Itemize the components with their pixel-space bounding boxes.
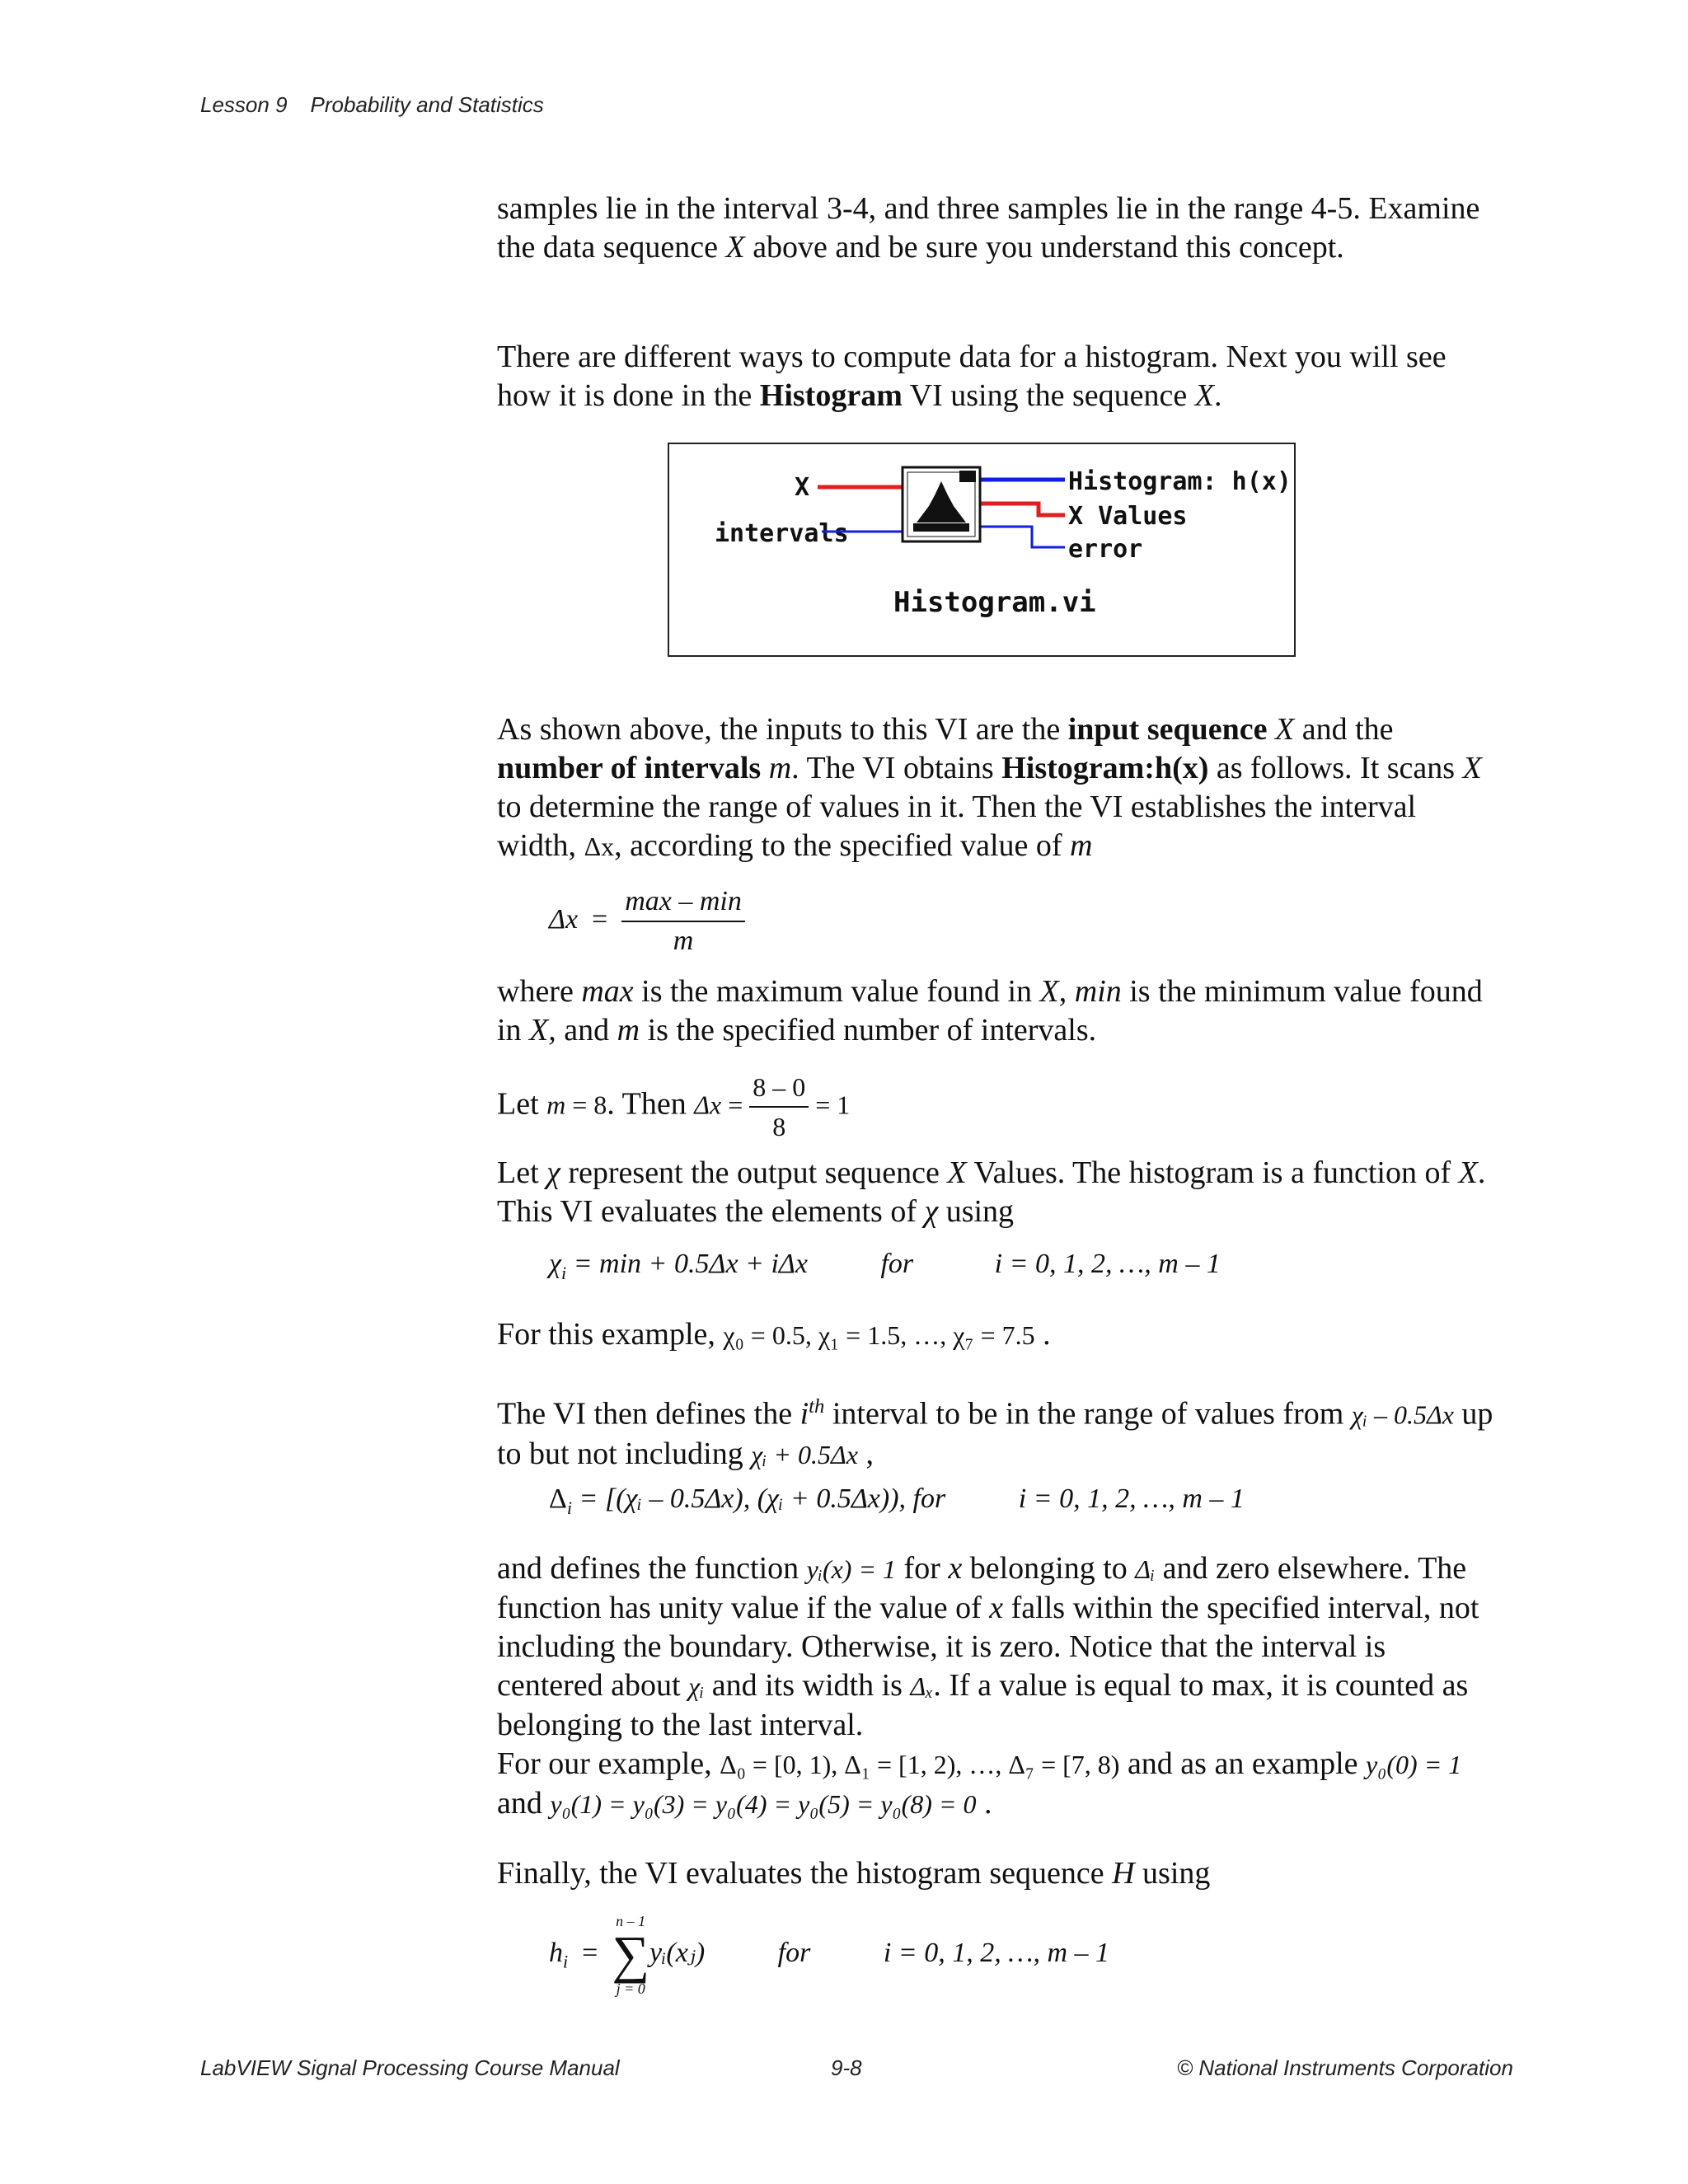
equation-histogram-sum: $h_i$ = n – 1 ∑ j = 0 yᵢ(xⱼ) for i = 0, 1, 2, …, m – 1 bbox=[549, 1914, 1110, 1997]
paragraph-max-min: where max is the maximum value found in X, min is the minimum value found in X, and m is the specified number of intervals. bbox=[497, 974, 1483, 1047]
footer-page-number: 9-8 bbox=[831, 2055, 862, 2080]
paragraph-finally: Finally, the VI evaluates the histogram sequence H using bbox=[497, 1856, 1211, 1891]
paragraph-ith-interval: The VI then defines the $i^{th}$ interval to be in the range of values from χᵢ – 0.5Δx up to but not including χᵢ + 0.5Δx , bbox=[497, 1395, 1493, 1471]
histogram-vi-icon bbox=[903, 467, 980, 541]
output-histogram-label: Histogram: h(x) bbox=[1068, 467, 1292, 496]
vi-name-label: Histogram.vi bbox=[893, 586, 1096, 619]
paragraph-histogram-intro: There are different ways to compute data for a histogram. Next you will see how it is done in the Histogram VI using the sequence X. bbox=[497, 340, 1447, 413]
footer-copyright: © National Instruments Corporation bbox=[1177, 2055, 1513, 2080]
histogram-vi-connector-pane bbox=[669, 444, 1294, 655]
running-header bbox=[200, 92, 544, 118]
paragraph-samples: samples lie in the interval 3-4, and three samples lie in the range 4-5. Examine the data sequence X above and be sure you understand this concept. bbox=[497, 191, 1480, 265]
footer-manual-title: LabVIEW Signal Processing Course Manual bbox=[200, 2055, 620, 2080]
input-x-label: X bbox=[795, 473, 810, 502]
summation-operator: n – 1 ∑ j = 0 bbox=[612, 1914, 649, 1997]
paragraph-let-m: Let m = 8. Then Δx = $\frac{8 - 0}{8}$ = 1 bbox=[497, 1072, 851, 1141]
equation-interval-width: Δx = $\frac{\max - \min}{m}$ bbox=[549, 886, 745, 957]
paragraph-let-chi: Let χ represent the output sequence X Values. The histogram is a function of X. This VI evaluates the elements of χ using bbox=[497, 1155, 1486, 1229]
wire-xvalues-output bbox=[980, 504, 1065, 515]
sigma-icon: ∑ bbox=[612, 1925, 649, 1984]
output-xvalues-label: X Values bbox=[1068, 502, 1188, 531]
histogram-vi-diagram bbox=[668, 443, 1296, 657]
lesson-number: Lesson 9 bbox=[200, 92, 288, 117]
output-error-label: error bbox=[1068, 535, 1143, 564]
equation-chi-i: $\chi_i = \min + 0.5\Delta x + i\Delta x$ for i = 0, 1, 2, …, m – 1 bbox=[549, 1249, 1221, 1283]
paragraph-function-y: and defines the function yᵢ(x) = 1 for x belonging to Δᵢ and zero elsewhere. The function has unity value if the value of x falls within the specified interval, not including the boundary. Otherwise, it is zero. Notice that the interval is centered about χᵢ and its width is Δₓ. If a value is equal to max, it is counted as belonging to the last interval. For our example, Δ₀ = [0, 1), Δ₁ = [1, 2), …, Δ₇ = [7, 8) and as an example y₀(0) = 1 and y₀(1) = y₀(3) = y₀(4) = y₀(5) = y₀(8) = 0 . bbox=[497, 1551, 1479, 1821]
wire-error-output bbox=[980, 527, 1065, 547]
paragraph-this-example: For this example, χ₀ = 0.5, χ₁ = 1.5, …, χ₇ = 7.5 . bbox=[497, 1317, 1051, 1352]
input-intervals-label: intervals bbox=[715, 519, 849, 548]
lesson-title: Probability and Statistics bbox=[310, 92, 544, 117]
paragraph-vi-inputs: As shown above, the inputs to this VI are the input sequence X and the number of intervals m. The VI obtains Histogram:h(x) as follows. It scans X to determine the range of values in it. Then the VI establishes the interval width, Δx, according to the specified value of m bbox=[497, 712, 1482, 863]
equation-delta-i: $\Delta_i$ = [(χᵢ – 0.5Δx), (χᵢ + 0.5Δx)), for i = 0, 1, 2, …, m – 1 bbox=[549, 1483, 1245, 1518]
